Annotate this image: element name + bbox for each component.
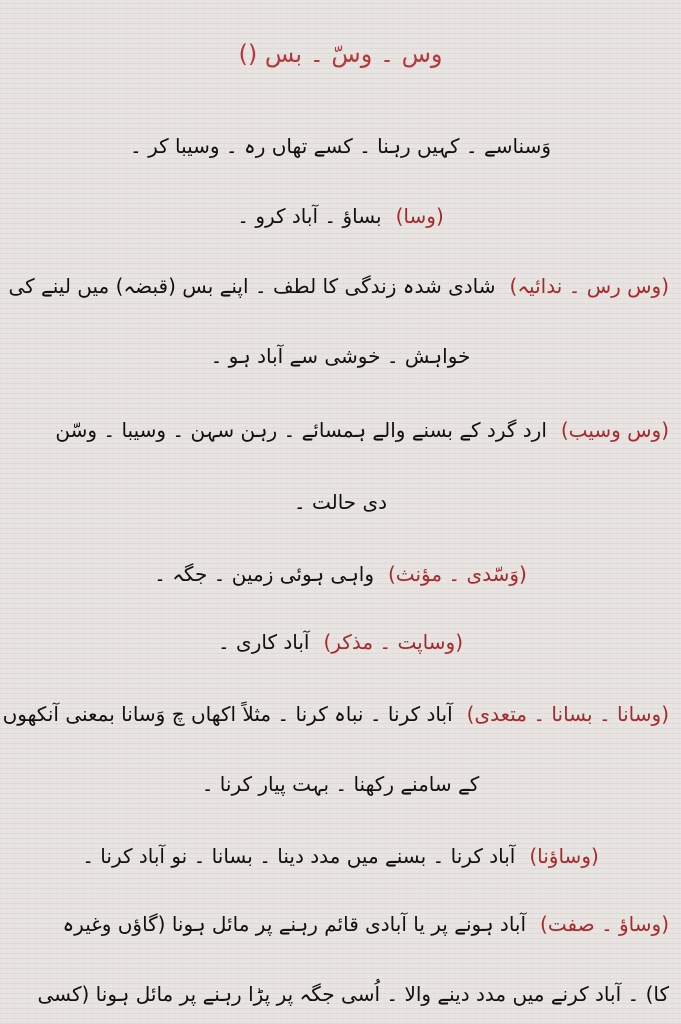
entry-line xyxy=(12,132,669,160)
entry-text: شادی شدہ زندگی کا لطف ۔ اپنے بس (قبضہ) میں لینے کی xyxy=(8,274,496,298)
entry-term: (وَسّدی ۔ مؤنث) xyxy=(388,562,527,586)
entry-text: آباد کاری ۔ xyxy=(217,630,310,654)
entry-line xyxy=(12,770,669,798)
entry-line xyxy=(12,842,669,870)
entry-term: (وسانا ۔ بسانا ۔ متعدی) xyxy=(466,702,669,726)
entry-line xyxy=(12,416,669,444)
entry-text: کا) ۔ آباد کرنے میں مدد دینے والا ۔ اُسی جگہ پر پڑا رہنے پر مائل ہونا (کسی xyxy=(37,982,669,1006)
page-title: وس ۔ وسّ ۔ بس () xyxy=(238,40,443,68)
entry-text: بساؤ ۔ آباد کرو ۔ xyxy=(237,204,382,228)
entry-term: (وساپت ۔ مذکر) xyxy=(323,630,463,654)
entry-line xyxy=(8,272,669,300)
entry-text: واہی ہوئی زمین ۔ جگہ ۔ xyxy=(154,562,374,586)
entry-term: (وساؤ ۔ صفت) xyxy=(540,912,669,936)
entry-text: آباد ہونے پر یا آبادی قائم رہنے پر مائل ہونا (گاؤں وغیرہ xyxy=(62,912,527,936)
entry-text: وَسناسے ۔ کہیں رہنا ۔ کسے تھاں رہ ۔ وسیبا کر ۔ xyxy=(130,134,551,158)
entry-line xyxy=(12,560,669,588)
entry-line xyxy=(12,342,669,370)
entry-line xyxy=(12,202,669,230)
entry-line xyxy=(12,488,669,516)
entry-text: آباد کرنا ۔ نباہ کرنا ۔ مثلاً اکھاں چ وَسانا بمعنی آنکھوں xyxy=(2,702,453,726)
entry-term: (وس رس ۔ ندائیہ) xyxy=(509,274,669,298)
entry-line xyxy=(12,910,669,938)
entry-line xyxy=(2,700,669,728)
entry-text: دی حالت ۔ xyxy=(293,490,388,514)
entry-line xyxy=(12,628,669,656)
entry-term: (وساؤنا) xyxy=(529,844,599,868)
entry-line xyxy=(12,980,669,1008)
entry-term: (وسا) xyxy=(395,204,444,228)
entry-text: کے سامنے رکھنا ۔ بہت پیار کرنا ۔ xyxy=(201,772,480,796)
entry-text: آباد کرنا ۔ بسنے میں مدد دینا ۔ بسانا ۔ نو آباد کرنا ۔ xyxy=(82,844,516,868)
entry-text: ارد گرد کے بسنے والے ہمسائے ۔ رہن سہن ۔ وسیبا ۔ وسّن xyxy=(55,418,547,442)
entry-text: خواہش ۔ خوشی سے آباد ہو ۔ xyxy=(210,344,471,368)
entry-term: (وس وسیب) xyxy=(560,418,669,442)
